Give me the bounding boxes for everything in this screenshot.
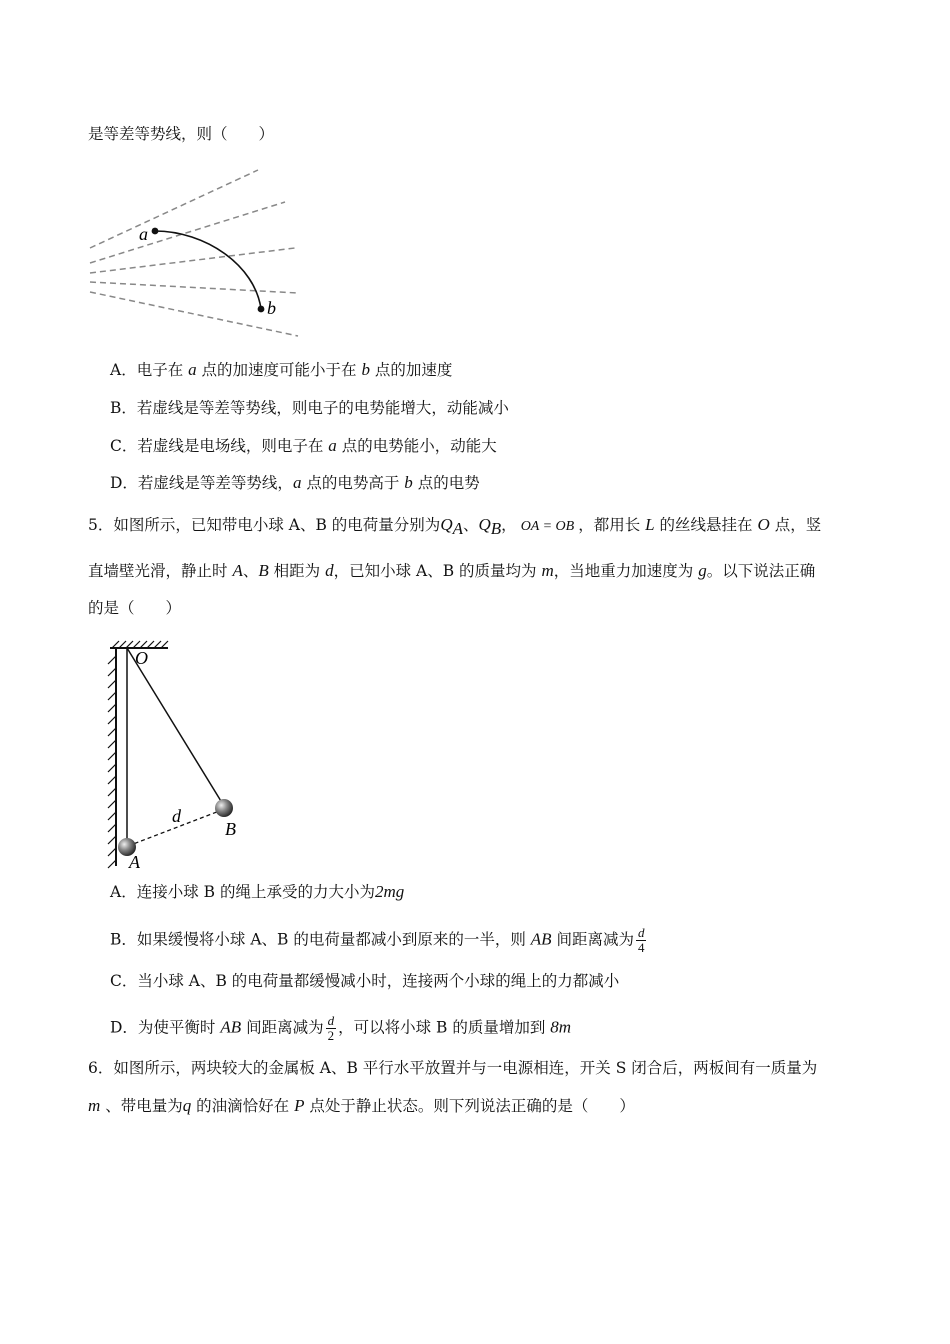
q5-var-a: A	[232, 561, 243, 580]
q6-stem2-text1: 、带电量为	[100, 1097, 183, 1115]
label-b: B	[225, 819, 236, 839]
q5-charge-b-sub: B	[490, 519, 502, 539]
q5-var-d: d	[325, 561, 334, 580]
label-d: d	[172, 806, 181, 826]
q5-stem2-text2: 相距为	[268, 562, 326, 580]
q6-stem2-text2: 的油滴恰好在	[191, 1097, 295, 1115]
q5-stem3-text: 的是（ ）	[88, 599, 182, 617]
q5-option-d-text3: ，可以将小球 B 的质量增加到	[338, 1018, 551, 1037]
electron-trajectory	[155, 231, 261, 309]
q4-option-c-text2: 点的电势能小，动能大	[336, 437, 497, 455]
q5-stem-text1: 5．如图所示，已知带电小球 A、B 的电荷量分别为	[88, 516, 441, 534]
q5-option-b-var: AB	[530, 929, 552, 949]
q5-charge-a: Q	[440, 515, 453, 534]
q6-var-p: P	[294, 1096, 305, 1115]
q6-stem-text1: 6．如图所示，两块较大的金属板 A、B 平行水平放置并与一电源相连，开关 S 闭合后，两板间有一质量为	[88, 1059, 818, 1077]
q4-option-d-text3: 点的电势	[412, 474, 480, 492]
q5-option-b-text1: B．如果缓慢将小球 A、B 的电荷量都减小到原来的一半，则	[110, 930, 531, 949]
q5-var-l: L	[645, 515, 655, 534]
q4-option-a-text1: A．电子在	[110, 361, 189, 379]
q5-stem2-text1: 直墙壁光滑，静止时	[88, 562, 233, 580]
q4-option-a-text2: 点的加速度可能小于在	[196, 361, 362, 379]
point-b-label: b	[267, 298, 276, 318]
dashed-line-3	[90, 248, 295, 273]
q6-var-m: m	[88, 1096, 101, 1115]
dashed-line-1	[90, 170, 258, 248]
wall	[108, 648, 116, 868]
q5-option-d-fraction	[326, 1014, 337, 1043]
q5-equation: OA = OB	[520, 519, 575, 534]
ball-b	[215, 799, 233, 817]
q4-option-d-var2: b	[404, 473, 413, 492]
q4-option-b	[110, 398, 509, 418]
q4-intro	[88, 124, 274, 144]
q5-stem-line2	[88, 561, 815, 581]
q4-option-c	[110, 436, 497, 456]
label-a: A	[129, 852, 140, 872]
q4-option-d	[110, 473, 480, 493]
q4-option-c-var1: a	[328, 436, 337, 455]
q5-var-m: m	[541, 561, 554, 580]
q5-var-b: B	[258, 561, 269, 580]
q4-option-c-text1: C．若虚线是电场线，则电子在	[110, 437, 329, 455]
q5-charge-b: Q	[478, 515, 491, 534]
q5-stem-line3	[88, 598, 181, 618]
point-a-dot	[152, 228, 159, 235]
q6-stem-line1	[88, 1058, 817, 1078]
q5-option-d-text1: D．为使平衡时	[110, 1018, 221, 1037]
label-o: O	[135, 648, 148, 668]
q5-option-a	[110, 882, 404, 902]
q5-option-b-denominator: 4	[637, 940, 645, 955]
q5-option-a-value: 2mg	[374, 882, 405, 901]
q5-option-b-numerator: d	[637, 925, 645, 940]
q4-option-a-var2: b	[361, 360, 370, 379]
q4-option-d-text2: 点的电势高于	[301, 474, 405, 492]
q5-option-d-text2: 间距离减为	[241, 1018, 324, 1037]
q6-stem-line2	[88, 1096, 635, 1116]
q6-stem2-text3: 点处于静止状态。则下列说法正确的是（ ）	[304, 1097, 635, 1115]
q5-var-g: g	[698, 561, 707, 580]
q5-stem2-text4: ，当地重力加速度为	[553, 562, 699, 580]
point-a-label: a	[139, 224, 148, 244]
thread-b	[127, 648, 224, 806]
q5-stem-text4: 点，竖	[769, 516, 822, 534]
q5-option-a-text: A．连接小球 B 的绳上承受的力大小为	[110, 883, 375, 901]
q4-option-a	[110, 360, 452, 380]
q5-option-b-text2: 间距离减为	[551, 930, 634, 949]
q5-option-b	[110, 926, 648, 955]
q5-stem-text2: ，都用长	[578, 516, 646, 534]
q5-option-b-fraction	[636, 926, 647, 955]
q5-var-o: O	[757, 515, 770, 534]
q5-stem-text3: 的丝线悬挂在	[654, 516, 758, 534]
q5-comma: ，	[501, 516, 517, 534]
q5-sep: 、	[462, 516, 479, 534]
q6-var-q: q	[182, 1096, 192, 1115]
q4-option-a-var1: a	[188, 360, 197, 379]
q5-figure	[92, 636, 262, 872]
dashed-line-4	[90, 282, 298, 293]
q4-option-d-var1: a	[292, 473, 302, 492]
q5-option-c	[110, 971, 619, 991]
q5-option-d-var2: 8m	[550, 1017, 572, 1037]
q5-option-d-numerator: d	[327, 1013, 335, 1028]
dashed-line-2	[90, 202, 285, 263]
q5-charge-a-sub: A	[452, 519, 463, 539]
q5-option-d-denominator: 2	[327, 1028, 335, 1043]
q4-figure	[85, 160, 315, 350]
q5-stem2-text3: ，已知小球 A、B 的质量均为	[333, 562, 542, 580]
q4-intro-text: 是等差等势线，则（ ）	[88, 125, 275, 143]
q4-option-a-text3: 点的加速度	[369, 361, 453, 379]
q5-option-d	[110, 1014, 571, 1043]
q5-stem-line1	[88, 515, 821, 539]
q4-option-b-text: B．若虚线是等差等势线，则电子的电势能增大，动能减小	[110, 399, 509, 417]
ceiling	[110, 641, 168, 648]
point-b-dot	[258, 306, 265, 313]
q5-stem2-sep: 、	[242, 562, 259, 580]
q5-stem2-text5: 。以下说法正确	[706, 562, 816, 580]
q5-option-c-text: C．当小球 A、B 的电荷量都缓慢减小时，连接两个小球的绳上的力都减小	[110, 972, 620, 990]
q5-option-d-var1: AB	[220, 1017, 242, 1037]
q4-option-d-text1: D．若虚线是等差等势线，	[110, 474, 293, 492]
